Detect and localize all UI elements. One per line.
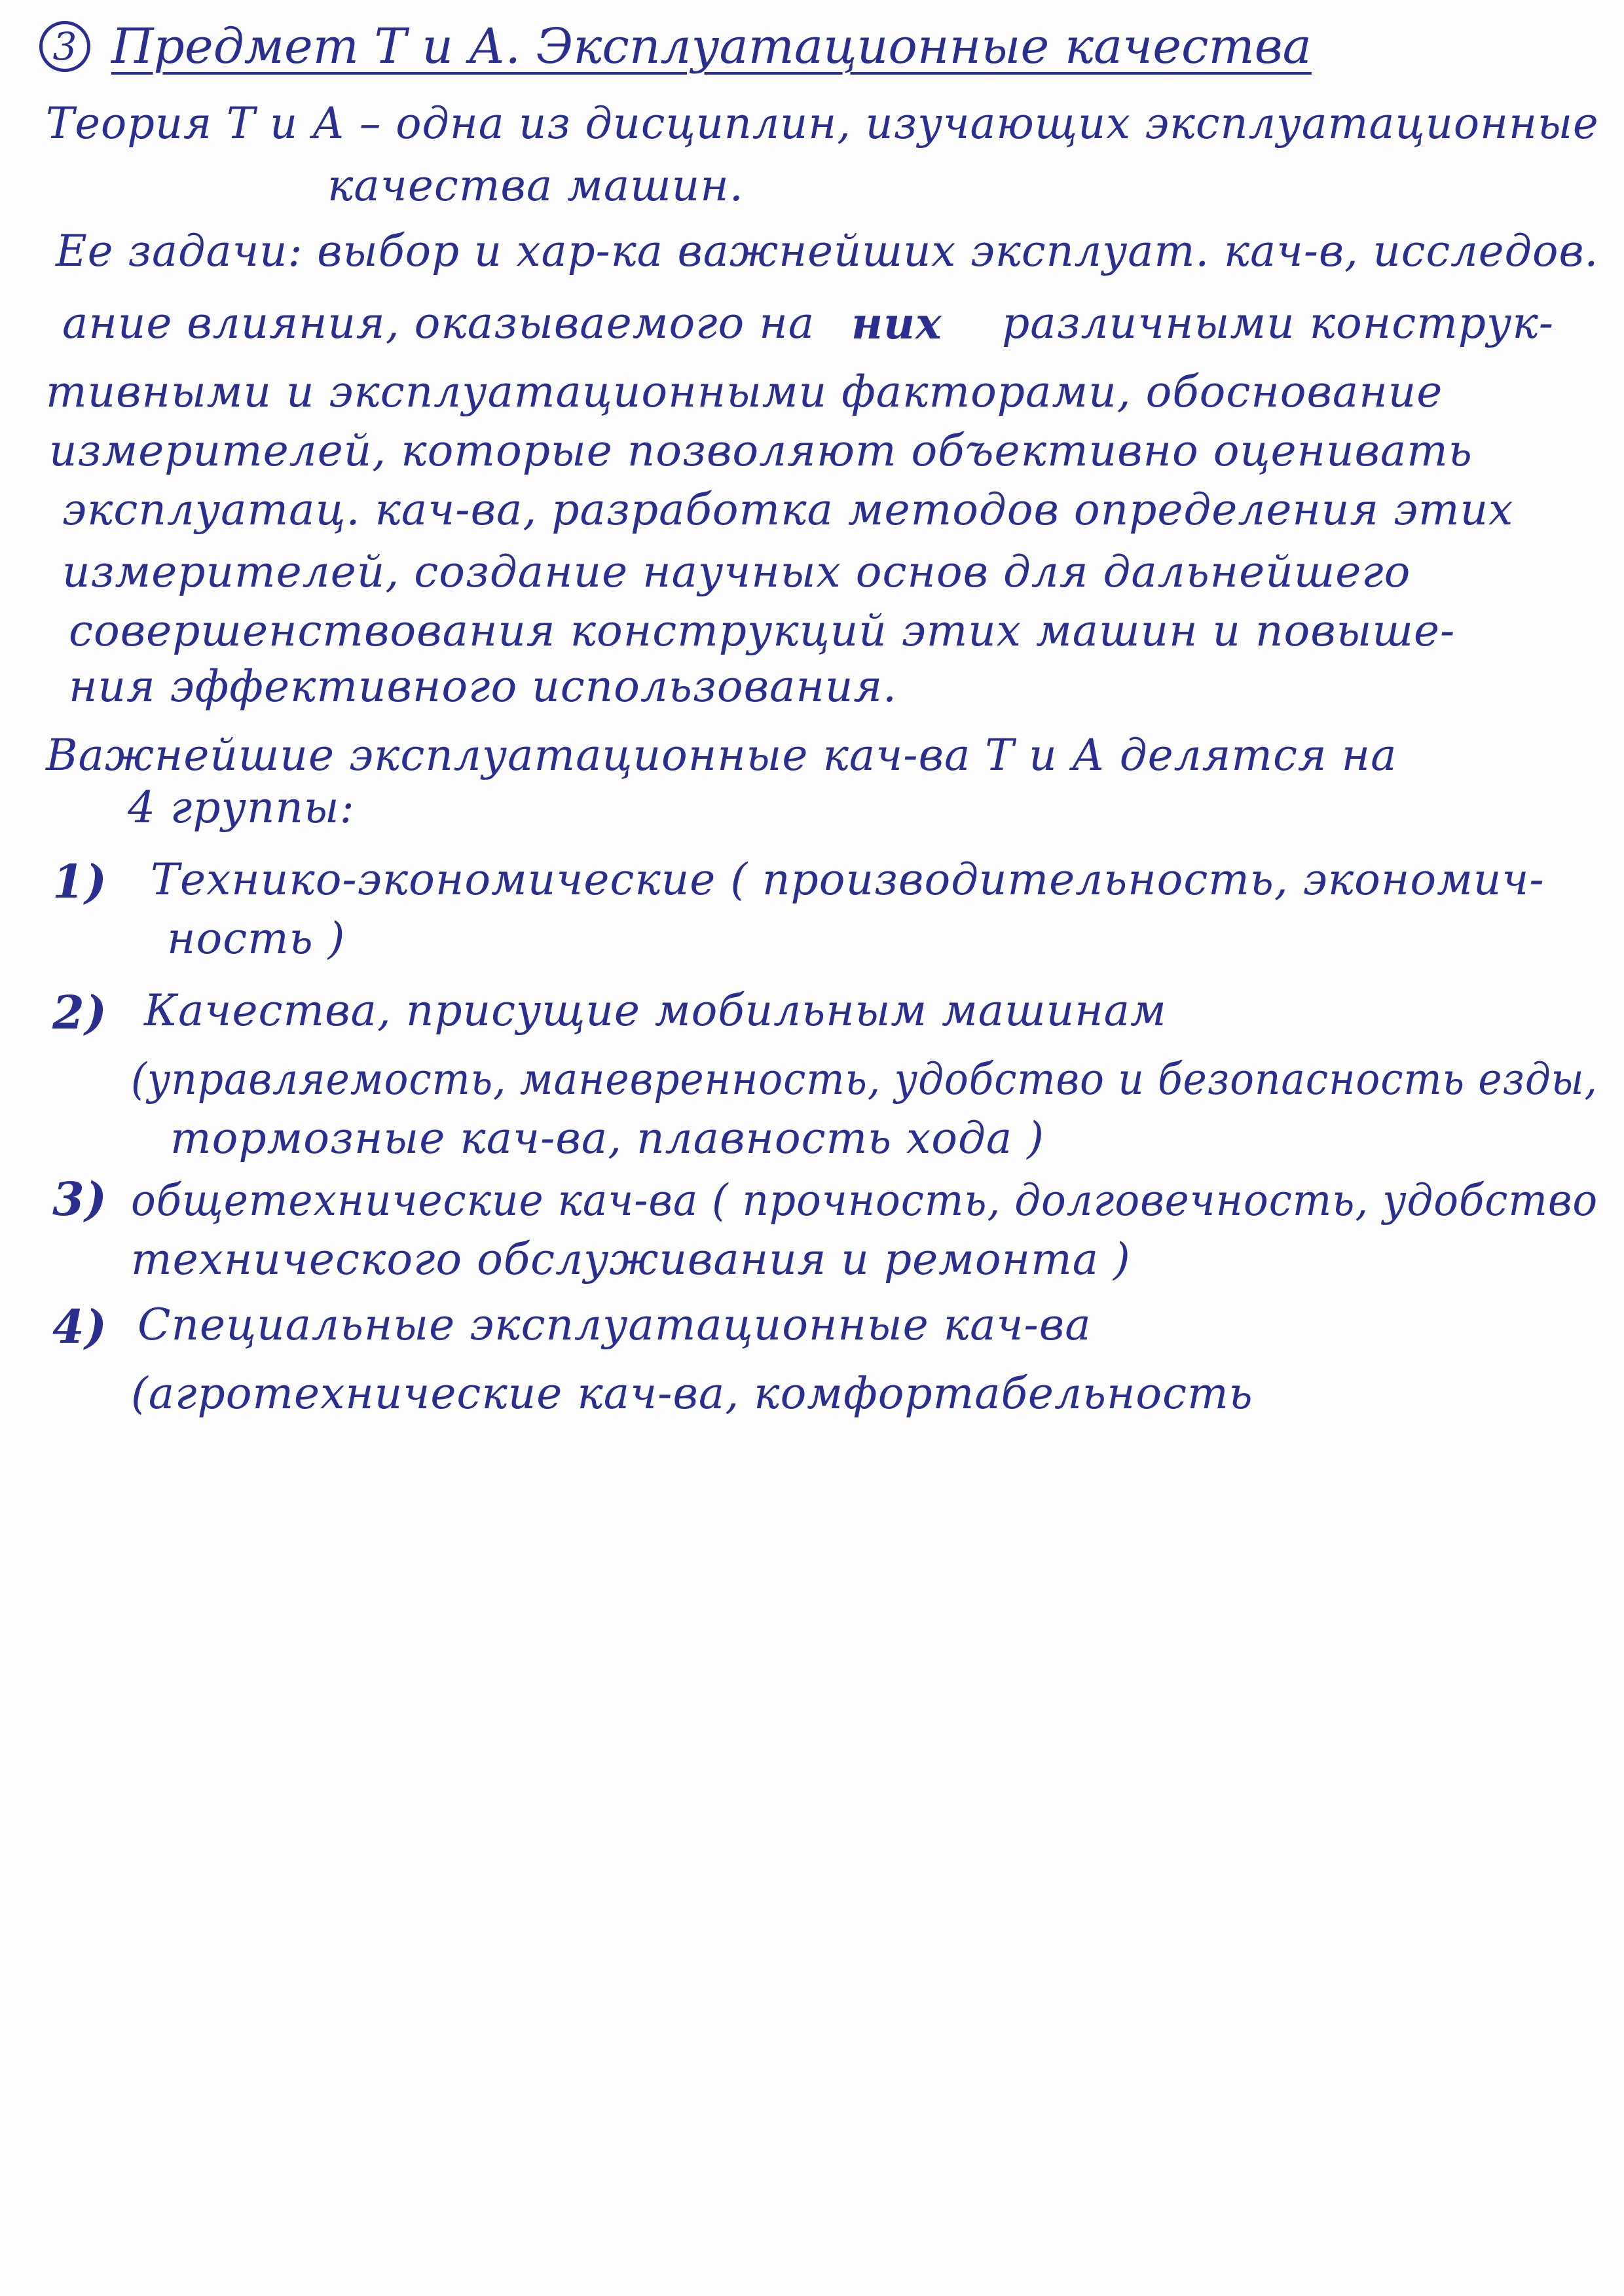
list-item-number: 1)	[52, 854, 107, 909]
list-item-text: общетехнические кач-ва ( прочность, долговечность, удобство	[131, 1175, 1598, 1226]
text-line: Важнейшие эксплуатационные кач-ва Т и А делятся на	[46, 730, 1397, 780]
text-line: тивными и эксплуатационными факторами, обоснование	[46, 367, 1443, 417]
text-line: Теория Т и А – одна из дисциплин, изучающих эксплуатационные	[46, 98, 1599, 149]
text-line: измерителей, которые позволяют объективно оценивать	[49, 426, 1473, 476]
list-item-text: (управляемость, маневренность, удобство и безопасность езды,	[131, 1054, 1598, 1104]
text-line: различными конструк-	[1002, 298, 1555, 348]
list-item-text: технического обслуживания и ремонта )	[131, 1234, 1131, 1285]
list-item-number: 4)	[52, 1300, 107, 1354]
text-line: ния эффективного использования.	[69, 661, 898, 712]
list-item-text: Технико-экономические ( производительность, экономич-	[151, 854, 1545, 905]
text-line: эксплуатац. кач-ва, разработка методов определения этих	[62, 484, 1514, 535]
list-item-number: 2)	[52, 985, 107, 1040]
list-item-text: (агротехнические кач-ва, комфортабельность	[131, 1368, 1253, 1419]
text-line: ание влияния, оказываемого на	[62, 298, 815, 348]
text-line-emphasis: них	[851, 298, 942, 349]
list-item-text: ность )	[167, 913, 346, 964]
text-line: Ее задачи: выбор и хар-ка важнейших эксплуат. кач-в, исследов.	[56, 226, 1599, 276]
list-item-text: Специальные эксплуатационные кач-ва	[138, 1300, 1092, 1350]
text-line: измерителей, создание научных основ для дальнейшего	[62, 547, 1411, 597]
list-item-text: тормозные кач-ва, плавность хода )	[170, 1113, 1044, 1163]
text-line: совершенствования конструкций этих машин и повыше-	[69, 606, 1456, 656]
text-line: качества машин.	[327, 160, 744, 211]
page-title: Предмет Т и А. Эксплуатационные качества	[111, 18, 1312, 75]
question-number: 3	[39, 21, 90, 72]
list-item-text: Качества, присущие мобильным машинам	[144, 985, 1167, 1036]
list-item-number: 3)	[52, 1172, 107, 1226]
text-line: 4 группы:	[128, 782, 355, 833]
